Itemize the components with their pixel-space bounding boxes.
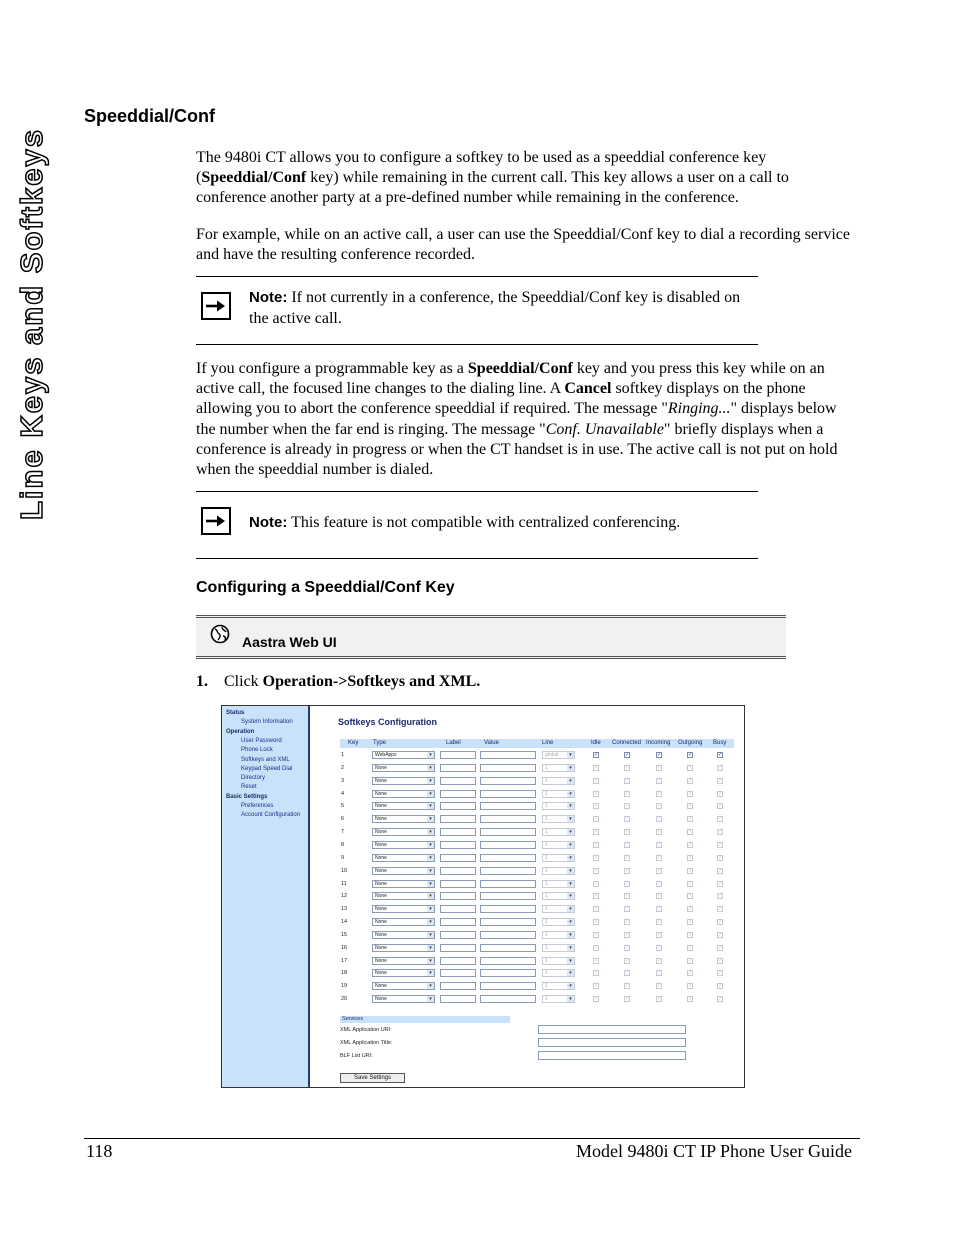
type-select[interactable]: None ▾ [372,931,435,939]
key-number: 6 [341,816,345,823]
state-checkbox[interactable]: ✓ [594,893,599,900]
state-checkbox[interactable]: ✓ [657,790,662,797]
divider [196,276,758,277]
divider [196,558,758,559]
type-select[interactable]: None ▾ [372,995,435,1003]
state-checkbox[interactable]: ✓ [718,919,723,926]
value-input[interactable] [480,764,536,772]
line-select[interactable]: 1 ▾ [542,931,575,939]
state-checkbox[interactable]: ✓ [625,944,630,951]
state-checkbox[interactable]: ✓ [594,996,599,1003]
type-select[interactable]: None ▾ [372,802,435,810]
type-select[interactable]: None ▾ [372,854,435,862]
value-input[interactable] [480,777,536,785]
table-header-bar [340,739,734,748]
value-input[interactable] [480,867,536,875]
chevron-down-icon: ▾ [427,893,434,899]
label-input[interactable] [440,867,476,875]
state-checkbox[interactable]: ✓ [718,931,723,938]
key-number: 10 [341,867,348,874]
chevron-down-icon: ▾ [567,932,574,938]
value-input[interactable] [480,892,536,900]
value-input[interactable] [480,944,536,952]
state-checkbox[interactable]: ✓ [594,957,599,964]
state-checkbox[interactable]: ✓ [625,919,630,926]
chevron-down-icon: ▾ [567,829,574,835]
line-select[interactable]: global ▾ [542,751,575,759]
state-checkbox[interactable]: ✓ [594,931,599,938]
step-1: 1. Click Operation->Softkeys and XML. [196,673,481,690]
state-checkbox[interactable]: ✓ [688,790,693,797]
note-2: Note: This feature is not compatible with centralized conferencing. [249,514,681,531]
state-checkbox[interactable]: ✓ [718,777,723,784]
label-input[interactable] [440,828,476,836]
state-checkbox[interactable]: ✓ [718,906,723,913]
state-checkbox[interactable]: ✓ [594,880,599,887]
example-paragraph: For example, while on an active call, a user can use the Speeddial/Conf key to dial a recording service and have the resulting conference recorded. [196,226,850,264]
chevron-down-icon: ▾ [427,996,434,1002]
state-checkbox[interactable]: ✓ [657,841,662,848]
state-checkbox[interactable]: ✓ [625,996,630,1003]
service-input[interactable] [538,1025,686,1034]
type-select[interactable]: None ▾ [372,815,435,823]
state-checkbox[interactable]: ✓ [657,880,662,887]
state-checkbox[interactable]: ✓ [594,752,599,758]
key-number: 14 [341,919,348,926]
state-checkbox[interactable]: ✓ [594,970,599,977]
web-ui-nav [222,706,310,1087]
line-select[interactable]: 1 ▾ [542,982,575,990]
chevron-down-icon: ▾ [427,778,434,784]
chevron-down-icon: ▾ [427,958,434,964]
state-checkbox[interactable]: ✓ [625,803,630,810]
value-input[interactable] [480,995,536,1003]
nav-item[interactable]: Preferences [241,803,274,809]
key-number: 9 [341,854,345,861]
nav-item[interactable]: Phone Lock [241,747,273,754]
web-ui-label: Aastra Web UI [242,634,337,650]
guide-title: Model 9480i CT IP Phone User Guide [576,1141,852,1161]
chevron-down-icon: ▾ [427,752,434,758]
subsection-title: Configuring a Speeddial/Conf Key [196,579,455,596]
value-input[interactable] [480,815,536,823]
state-checkbox[interactable]: ✓ [718,790,723,797]
column-header: Label [446,740,461,746]
type-select[interactable]: None ▾ [372,867,435,875]
type-select[interactable]: None ▾ [372,828,435,836]
type-select[interactable]: None ▾ [372,790,435,798]
state-checkbox[interactable]: ✓ [688,906,693,913]
state-checkbox[interactable]: ✓ [718,841,723,848]
chevron-down-icon: ▾ [427,791,434,797]
chevron-down-icon: ▾ [427,919,434,925]
state-checkbox[interactable]: ✓ [594,803,599,810]
type-select[interactable]: None ▾ [372,957,435,965]
note-1: Note: If not currently in a conference, the Speeddial/Conf key is disabled on the active call. [249,289,741,327]
state-checkbox[interactable]: ✓ [718,880,723,887]
state-checkbox[interactable]: ✓ [594,867,599,874]
label-input[interactable] [440,841,476,849]
state-checkbox[interactable]: ✓ [688,803,693,810]
state-checkbox[interactable]: ✓ [594,919,599,926]
chevron-down-icon: ▾ [427,906,434,912]
nav-item[interactable]: User Password [241,737,282,744]
state-checkbox[interactable]: ✓ [657,777,662,784]
state-checkbox[interactable]: ✓ [625,854,630,861]
column-header: Type [373,740,387,746]
key-number: 19 [341,983,348,990]
line-select[interactable]: 1 ▾ [542,892,575,900]
label-input[interactable] [440,982,476,990]
type-select[interactable]: None ▾ [372,944,435,952]
value-input[interactable] [480,905,536,913]
line-select[interactable]: 1 ▾ [542,854,575,862]
key-number: 2 [341,764,345,771]
key-number: 16 [341,944,348,951]
label-input[interactable] [440,880,476,888]
chevron-down-icon: ▾ [427,855,434,861]
state-checkbox[interactable]: ✓ [718,867,723,874]
key-number: 8 [341,841,345,848]
services-header: Services [340,1016,510,1023]
chevron-down-icon: ▾ [567,996,574,1002]
value-input[interactable] [480,841,536,849]
state-checkbox[interactable]: ✓ [594,790,599,797]
chevron-down-icon: ▾ [427,932,434,938]
state-checkbox[interactable]: ✓ [718,764,723,771]
side-tab-title: Line Keys and Softkeys [14,127,49,520]
state-checkbox[interactable]: ✓ [657,829,662,836]
state-checkbox[interactable]: ✓ [625,970,630,977]
state-checkbox[interactable]: ✓ [688,841,693,848]
state-checkbox[interactable]: ✓ [625,777,630,784]
state-checkbox[interactable]: ✓ [657,957,662,964]
state-checkbox[interactable]: ✓ [718,983,723,990]
label-input[interactable] [440,815,476,823]
line-select[interactable]: 1 ▾ [542,790,575,798]
state-checkbox[interactable]: ✓ [594,777,599,784]
value-input[interactable] [480,931,536,939]
chevron-down-icon: ▾ [567,778,574,784]
nav-item[interactable]: System Information [241,719,293,726]
state-checkbox[interactable]: ✓ [718,957,723,964]
state-checkbox[interactable]: ✓ [657,996,662,1003]
value-input[interactable] [480,880,536,888]
divider [196,344,758,345]
service-label: XML Application Title: [340,1040,393,1046]
type-select[interactable]: None ▾ [372,880,435,888]
value-input[interactable] [480,854,536,862]
state-checkbox[interactable]: ✓ [688,777,693,784]
line-select[interactable]: 1 ▾ [542,995,575,1003]
value-input[interactable] [480,828,536,836]
chevron-down-icon: ▾ [567,752,574,758]
key-number: 7 [341,829,345,836]
divider [196,491,758,492]
label-input[interactable] [440,969,476,977]
state-checkbox[interactable]: ✓ [657,764,662,771]
key-number: 13 [341,906,348,913]
state-checkbox[interactable]: ✓ [594,983,599,990]
chevron-down-icon: ▾ [567,970,574,976]
line-select[interactable]: 1 ▾ [542,828,575,836]
chevron-down-icon: ▾ [427,765,434,771]
state-checkbox[interactable]: ✓ [657,854,662,861]
label-input[interactable] [440,905,476,913]
chevron-down-icon: ▾ [427,983,434,989]
key-number: 17 [341,957,348,964]
chevron-down-icon: ▾ [427,881,434,887]
chevron-down-icon: ▾ [567,765,574,771]
state-checkbox[interactable]: ✓ [625,816,630,823]
web-ui-banner [196,615,786,659]
state-checkbox[interactable]: ✓ [718,816,723,823]
key-number: 20 [341,996,348,1003]
type-select[interactable]: None ▾ [372,982,435,990]
state-checkbox[interactable]: ✓ [594,944,599,951]
state-checkbox[interactable]: ✓ [718,752,723,758]
state-checkbox[interactable]: ✓ [657,752,662,758]
softkeys-config-screenshot [221,705,745,1088]
state-checkbox[interactable]: ✓ [688,880,693,887]
chevron-down-icon: ▾ [567,958,574,964]
type-select[interactable]: None ▾ [372,892,435,900]
key-number: 3 [341,777,345,784]
line-select[interactable]: 1 ▾ [542,802,575,810]
chevron-down-icon: ▾ [427,945,434,951]
line-select[interactable]: 1 ▾ [542,944,575,952]
state-checkbox[interactable]: ✓ [594,854,599,861]
footer-divider [84,1138,860,1139]
column-header: Incoming [646,740,671,746]
state-checkbox[interactable]: ✓ [688,867,693,874]
line-select[interactable]: 1 ▾ [542,957,575,965]
nav-item[interactable]: Status [226,710,245,716]
chevron-down-icon: ▾ [567,816,574,822]
state-checkbox[interactable]: ✓ [625,906,630,913]
line-select[interactable]: 1 ▾ [542,841,575,849]
save-settings-button[interactable]: Save Settings [340,1073,405,1083]
nav-item[interactable]: Directory [241,775,266,782]
service-input[interactable] [538,1038,686,1047]
state-checkbox[interactable]: ✓ [688,893,693,900]
chevron-down-icon: ▾ [567,983,574,989]
state-checkbox[interactable]: ✓ [657,893,662,900]
type-select[interactable]: None ▾ [372,918,435,926]
state-checkbox[interactable]: ✓ [718,829,723,836]
value-input[interactable] [480,982,536,990]
label-input[interactable] [440,854,476,862]
key-number: 4 [341,790,345,797]
state-checkbox[interactable]: ✓ [718,803,723,810]
key-number: 12 [341,893,348,900]
state-checkbox[interactable]: ✓ [688,919,693,926]
globe-icon [210,624,230,649]
state-checkbox[interactable]: ✓ [594,816,599,823]
value-input[interactable] [480,790,536,798]
label-input[interactable] [440,944,476,952]
state-checkbox[interactable]: ✓ [688,970,693,977]
type-select[interactable]: None ▾ [372,969,435,977]
chevron-down-icon: ▾ [427,816,434,822]
state-checkbox[interactable]: ✓ [657,867,662,874]
chevron-down-icon: ▾ [567,945,574,951]
key-number: 15 [341,931,348,938]
state-checkbox[interactable]: ✓ [688,996,693,1003]
state-checkbox[interactable]: ✓ [657,983,662,990]
value-input[interactable] [480,969,536,977]
state-checkbox[interactable]: ✓ [594,829,599,836]
label-input[interactable] [440,931,476,939]
value-input[interactable] [480,918,536,926]
service-input[interactable] [538,1051,686,1060]
nav-item[interactable]: Operation [226,728,255,735]
state-checkbox[interactable]: ✓ [688,944,693,951]
label-input[interactable] [440,918,476,926]
state-checkbox[interactable]: ✓ [688,931,693,938]
label-input[interactable] [440,892,476,900]
nav-item[interactable]: Basic Settings [226,793,268,800]
line-select[interactable]: 1 ▾ [542,777,575,785]
column-header: Line [542,740,554,746]
chevron-down-icon: ▾ [427,803,434,809]
chevron-down-icon: ▾ [427,842,434,848]
key-number: 11 [341,880,347,887]
state-checkbox[interactable]: ✓ [625,752,630,758]
type-select[interactable]: None ▾ [372,764,435,772]
state-checkbox[interactable]: ✓ [718,854,723,861]
type-select[interactable]: None ▾ [372,841,435,849]
line-select[interactable]: 1 ▾ [542,867,575,875]
nav-item[interactable]: Softkeys and XML [241,756,290,763]
type-select[interactable]: WebApps ▾ [372,751,435,759]
state-checkbox[interactable]: ✓ [657,906,662,913]
chevron-down-icon: ▾ [567,791,574,797]
value-input[interactable] [480,957,536,965]
label-input[interactable] [440,957,476,965]
chevron-down-icon: ▾ [427,829,434,835]
nav-item[interactable]: Account Configuration [241,812,301,819]
behavior-paragraph: If you configure a programmable key as a Speeddial/Conf key and you press this key while on an active call, the focused line changes to the dialing line. A Cancel softkey displays on the phone allowing you to abort the conference speeddial if required. The message "Ringing..." displays below the number when the far end is ringing. The message "Conf. Unavailable" briefly displays when a conference is already in progress or when the CT handset is in use. The active call is not put on hold when the speeddial number is dialed. [196,360,838,479]
chevron-down-icon: ▾ [567,906,574,912]
state-checkbox[interactable]: ✓ [625,983,630,990]
state-checkbox[interactable]: ✓ [688,752,693,758]
line-select[interactable]: 1 ▾ [542,969,575,977]
state-checkbox[interactable]: ✓ [625,841,630,848]
value-input[interactable] [480,802,536,810]
state-checkbox[interactable]: ✓ [625,829,630,836]
key-number: 18 [341,970,348,977]
label-input[interactable] [440,751,476,759]
nav-item[interactable]: Reset [241,784,257,791]
column-header: Key [348,740,359,746]
state-checkbox[interactable]: ✓ [594,906,599,913]
config-title: Softkeys Configuration [338,717,438,727]
state-checkbox[interactable]: ✓ [718,944,723,951]
state-checkbox[interactable]: ✓ [625,764,630,771]
state-checkbox[interactable]: ✓ [657,919,662,926]
state-checkbox[interactable]: ✓ [657,970,662,977]
state-checkbox[interactable]: ✓ [718,970,723,977]
line-select[interactable]: 1 ▾ [542,918,575,926]
chevron-down-icon: ▾ [567,868,574,874]
state-checkbox[interactable]: ✓ [688,957,693,964]
line-select[interactable]: 1 ▾ [542,764,575,772]
chevron-down-icon: ▾ [567,855,574,861]
state-checkbox[interactable]: ✓ [657,803,662,810]
type-select[interactable]: None ▾ [372,905,435,913]
column-header: Idle [591,740,601,746]
state-checkbox[interactable]: ✓ [688,764,693,771]
intro-paragraph: The 9480i CT allows you to configure a softkey to be used as a speeddial conference key (Speeddial/Conf key) while remaining in the current call. This key allows a user on a call to conference another party at a pre-defined number while remaining in the conference. [196,149,789,207]
state-checkbox[interactable]: ✓ [688,829,693,836]
chevron-down-icon: ▾ [567,893,574,899]
state-checkbox[interactable]: ✓ [657,944,662,951]
state-checkbox[interactable]: ✓ [657,816,662,823]
state-checkbox[interactable]: ✓ [625,957,630,964]
column-header: Outgoing [678,740,703,746]
line-select[interactable]: 1 ▾ [542,905,575,913]
chevron-down-icon: ▾ [567,881,574,887]
label-input[interactable] [440,995,476,1003]
state-checkbox[interactable]: ✓ [688,983,693,990]
state-checkbox[interactable]: ✓ [688,816,693,823]
chevron-down-icon: ▾ [567,803,574,809]
state-checkbox[interactable]: ✓ [657,931,662,938]
label-input[interactable] [440,764,476,772]
column-header: Value [484,740,499,746]
state-checkbox[interactable]: ✓ [625,867,630,874]
state-checkbox[interactable]: ✓ [688,854,693,861]
label-input[interactable] [440,790,476,798]
arrow-right-icon [201,507,231,535]
service-label: XML Application URI: [340,1027,392,1033]
state-checkbox[interactable]: ✓ [625,790,630,797]
column-header: Connected [612,740,642,746]
state-checkbox[interactable]: ✓ [594,764,599,771]
chevron-down-icon: ▾ [427,868,434,874]
arrow-right-icon [201,292,231,320]
line-select[interactable]: 1 ▾ [542,880,575,888]
key-number: 1 [341,752,345,758]
column-header: Busy [713,740,727,746]
state-checkbox[interactable]: ✓ [718,996,723,1003]
section-title: Speeddial/Conf [84,106,216,126]
service-label: BLF List URI: [340,1053,373,1059]
label-input[interactable] [440,777,476,785]
chevron-down-icon: ▾ [567,919,574,925]
state-checkbox[interactable]: ✓ [625,931,630,938]
chevron-down-icon: ▾ [567,842,574,848]
softkeys-config-panel [310,706,744,1087]
line-select[interactable]: 1 ▾ [542,815,575,823]
page-number: 118 [86,1141,113,1161]
chevron-down-icon: ▾ [427,970,434,976]
state-checkbox[interactable]: ✓ [625,893,630,900]
state-checkbox[interactable]: ✓ [625,880,630,887]
state-checkbox[interactable]: ✓ [594,841,599,848]
nav-item[interactable]: Keypad Speed Dial [241,765,293,772]
value-input[interactable] [480,751,536,759]
label-input[interactable] [440,802,476,810]
key-number: 5 [341,803,345,810]
type-select[interactable]: None ▾ [372,777,435,785]
state-checkbox[interactable]: ✓ [718,893,723,900]
